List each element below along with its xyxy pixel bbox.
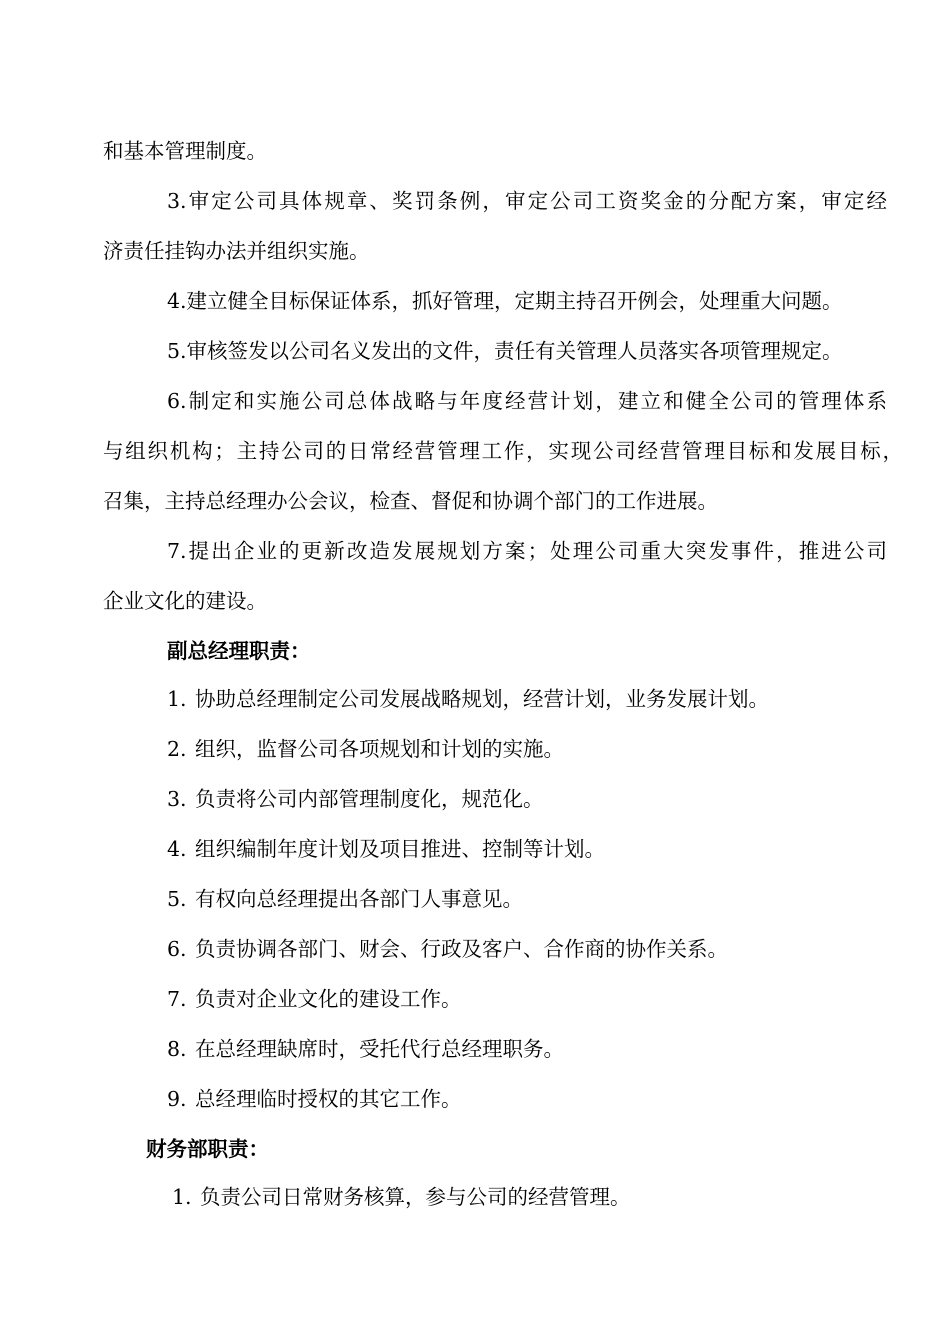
paragraph-line: 济责任挂钩办法并组织实施。 [103,239,370,263]
list-item [167,736,564,762]
list-item-text: 总经理临时授权的其它工作。 [195,1087,462,1111]
paragraph-line: 企业文化的建设。 [103,589,267,613]
list-item-text: 负责协调各部门、财会、行政及客户、合作商的协作关系。 [195,937,728,961]
list-item [167,886,523,912]
list-item [172,1184,631,1210]
list-item-text: 组织编制年度计划及项目推进、控制等计划。 [195,837,605,861]
paragraph-line: 召集，主持总经理办公会议，检查、督促和协调个部门的工作进展。 [103,489,718,513]
list-item [167,986,462,1012]
list-item-number: 6. [167,937,187,961]
paragraph-line: 与组织机构；主持公司的日常经营管理工作，实现公司经营管理目标和发展目标， [103,439,903,463]
list-item-number: 5. [167,887,187,911]
list-item-number: 4. [167,837,187,861]
list-item-number: 2. [167,737,187,761]
list-item [167,936,728,962]
paragraph-line: 3.审定公司具体规章、奖罚条例，审定公司工资奖金的分配方案，审定经 [167,189,887,213]
list-item-text: 协助总经理制定公司发展战略规划，经营计划，业务发展计划。 [195,687,769,711]
list-item-text: 组织，监督公司各项规划和计划的实施。 [195,737,564,761]
list-item-text: 有权向总经理提出各部门人事意见。 [195,887,523,911]
section-heading-vice-gm: 副总经理职责： [167,639,311,663]
paragraph-line: 和基本管理制度。 [103,139,267,163]
list-item [167,686,769,712]
list-item [167,786,544,812]
list-item-number: 7. [167,987,187,1011]
paragraph-line: 5.审核签发以公司名义发出的文件，责任有关管理人员落实各项管理规定。 [167,339,843,363]
list-item [167,836,605,862]
list-item-text: 在总经理缺席时，受托代行总经理职务。 [195,1037,564,1061]
list-item-number: 1. [167,687,187,711]
list-item-number: 3. [167,787,187,811]
list-item-text: 负责对企业文化的建设工作。 [195,987,462,1011]
list-item-number: 1. [172,1185,192,1209]
list-item [167,1036,564,1062]
paragraph-line: 4.建立健全目标保证体系，抓好管理，定期主持召开例会，处理重大问题。 [167,289,843,313]
list-item-text: 负责公司日常财务核算，参与公司的经营管理。 [200,1185,631,1209]
section-heading-finance: 财务部职责： [146,1137,269,1161]
list-item [167,1086,462,1112]
list-item-number: 9. [167,1087,187,1111]
list-item-text: 负责将公司内部管理制度化，规范化。 [195,787,544,811]
paragraph-line: 6.制定和实施公司总体战略与年度经营计划，建立和健全公司的管理体系 [167,389,887,413]
paragraph-line: 7.提出企业的更新改造发展规划方案；处理公司重大突发事件，推进公司 [167,539,887,563]
list-item-number: 8. [167,1037,187,1061]
